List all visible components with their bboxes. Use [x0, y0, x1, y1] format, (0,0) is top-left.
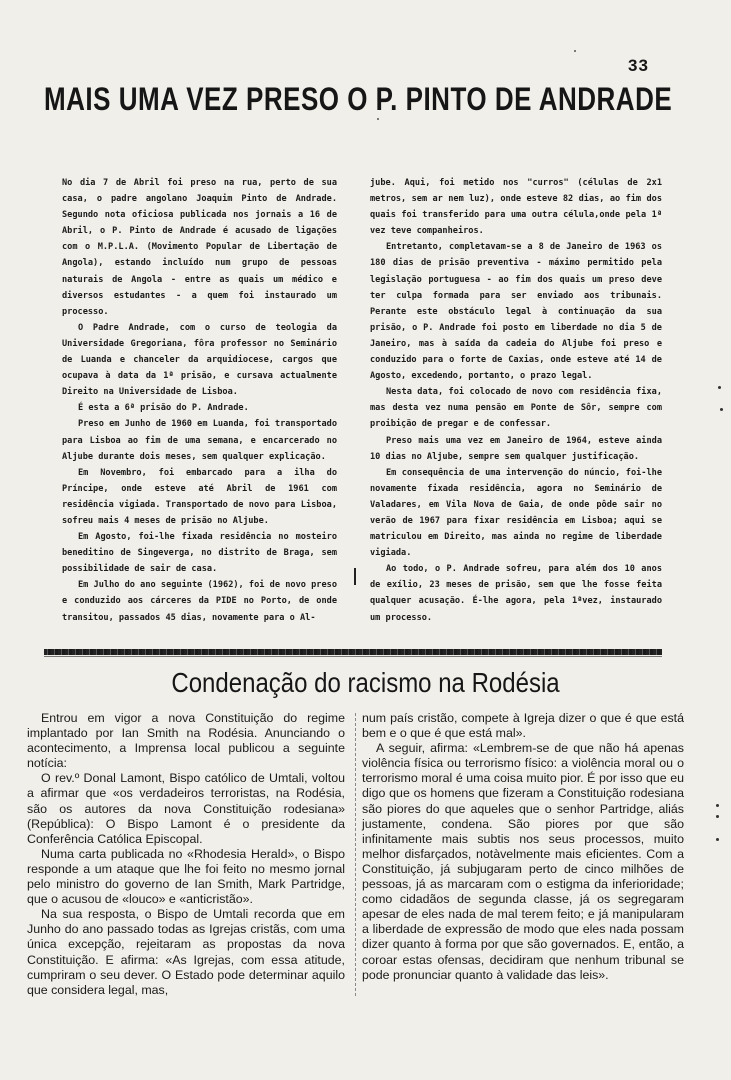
- paragraph: Entrou em vigor a nova Constituição do regime implantado por Ian Smith na Rodésia. Anunciando o acontecimento, a Imprensa local publicou a seguinte notícia:: [27, 711, 345, 771]
- scan-speck: [377, 118, 379, 120]
- paragraph: Em Julho do ano seguinte (1962), foi de novo preso e conduzido aos cárceres da PIDE no Porto, de onde transitou, passados 45 dias, novamente para o Al-: [62, 580, 337, 623]
- article1-right-column: [370, 175, 662, 626]
- column-rule: [355, 713, 356, 996]
- paragraph: Numa carta publicada no «Rhodesia Herald», o Bispo responde a um ataque que lhe foi feito no mesmo jornal pelo ministro do governo de Ian Smith, Mark Partridge, que o acusou de «louco» e «anticristão».: [27, 846, 345, 907]
- article2-left-column: [27, 711, 345, 998]
- paragraph: No dia 7 de Abril foi preso na rua, perto de sua casa, o padre angolano Joaquim Pinto de Andrade. Segundo nota oficiosa publicada nos jornais a 16 de Abril, o P. Pinto de Andrade é acusado de ligações com o M.P.L.A. (Movimento Popular de Libertação de Angola), estando incluído num grupo de pessoas naturais de Angola - entre as quais um médico e diversos estudantes - a quem foi instaurado um processo.: [62, 178, 337, 317]
- paragraph: Ao todo, o P. Andrade sofreu, para além dos 10 anos de exílio, 23 meses de prisão, sem que lhe fosse feita qualquer acusação. É-lhe agora, pela 1ªvez, instaurado um processo.: [370, 564, 662, 623]
- margin-bar: [354, 568, 356, 585]
- paragraph: Preso em Junho de 1960 em Luanda, foi transportado para Lisboa ao fim de uma semana, e encarcerado no Aljube durante dois meses, sem qualquer explicação.: [62, 419, 337, 462]
- headline: MAIS UMA VEZ PRESO O P. PINTO DE ANDRADE: [44, 80, 673, 118]
- paragraph: Preso mais uma vez em Janeiro de 1964, esteve ainda 10 dias no Aljube, sempre sem qualquer justificação.: [370, 435, 662, 462]
- paragraph: Em Agosto, foi-lhe fixada residência no mosteiro beneditino de Singeverga, no distrito de Braga, sem possibilidade de sair de casa.: [62, 532, 337, 575]
- paragraph: É esta a 6ª prisão do P. Andrade.: [78, 403, 249, 414]
- section-title: Condenação do racismo na Rodésia: [171, 668, 560, 700]
- paragraph: O rev.º Donal Lamont, Bispo católico de Umtali, voltou a afirmar que «os verdadeiros terroristas, na Rodésia, são os autores da nova Constituição rodesiana» (República): O Bispo Lamont é o presidente da Conferência Católica Episcopal.: [27, 771, 345, 846]
- margin-mark: [718, 386, 721, 389]
- margin-mark: [720, 408, 723, 411]
- paragraph: A seguir, afirma: «Lembrem-se de que não há apenas violência física ou terrorismo físico: a violência moral ou o terrorismo moral é uma coisa muito pior. É por isso que eu digo que os homens que fizeram a Constituição rodesiana são piores do que aqueles que o senhor Partridge, aliás justamente, condena. São piores por que são infinitamente mais subtis nos seus processos, muito melhor disfarçados, notàvelmente mais eficientes. Com a Constituição, já subjugaram perto de cinco milhões de pessoas, já as marcaram com o estigma da inferioridade; como cidadãos de segunda classe, já os segregaram apesar de eles nada de mal terem feito; e já manipularam a liberdade de expressão de modo que eles nada possam dizer quanto à forma por que são governados. E, então, a coroar estas ofensas, decidiram que nenhum tribunal se pode pronunciar quanto à validade das leis».: [362, 741, 684, 982]
- paragraph: Entretanto, completavam-se a 8 de Janeiro de 1963 os 180 dias de prisão preventiva - máximo permitido pela legislação portuguesa - ao fim dos quais um preso deve ter culpa formada para ser enviado aos tribunais. Perante este obstáculo legal à continuação da sua prisão, o P. Andrade foi posto em liberdade no dia 5 de Janeiro, mas à saída da cadeia do Aljube foi preso e conduzido para o forte de Caxias, onde esteve até 14 de Agosto, excedendo, portanto, o prazo legal.: [370, 242, 662, 382]
- article1-left-column: [62, 175, 337, 626]
- page-number: 33: [628, 56, 649, 75]
- paragraph: Em consequência de uma intervenção do núncio, foi-lhe novamente fixada residência, agora no Seminário de Valadares, em Vila Nova de Gaia, de onde pôde sair no verão de 1967 para fixar residência em Lisboa; aqui se matriculou em Direito, mas ainda no regime de liberdade vigiada.: [370, 467, 662, 559]
- margin-mark: [716, 838, 719, 841]
- paragraph: Na sua resposta, o Bispo de Umtali recorda que em Junho do ano passado todas as Igrejas cristãs, com uma única excepção, rejeitaram as propostas da nova Constituição. E afirma: «As Igrejas, com essa atitude, cumpriram o seu dever. O Estado pode determinar aquilo que considera legal, mas,: [27, 907, 345, 997]
- paragraph: Nesta data, foi colocado de novo com residência fixa, mas desta vez numa pensão em Ponte de Sôr, sempre com proibição de pregar e de confessar.: [370, 387, 662, 430]
- paragraph: O Padre Andrade, com o curso de teologia da Universidade Gregoriana, fôra professor no Seminário de Luanda e chanceler da arquidiocese, cargos que ocupava à data da 1ª prisão, e cursava actualmente Direito na Universidade de Lisboa.: [62, 322, 337, 398]
- section-divider-line: [44, 656, 662, 657]
- paragraph: Em Novembro, foi embarcado para a ilha do Príncipe, onde esteve até Abril de 1961 com residência vigiada. Transportado de novo para Lisboa, sofreu mais 4 meses de prisão no Aljube.: [62, 467, 337, 526]
- margin-mark: [716, 815, 719, 818]
- scan-speck: [574, 50, 576, 52]
- paragraph: num país cristão, compete à Igreja dizer o que é que está bem e o que é que está mal».: [362, 711, 684, 741]
- article2-right-column: [362, 711, 684, 983]
- paragraph: jube. Aqui, foi metido nos "curros" (células de 2x1 metros, sem ar nem luz), onde esteve 82 dias, ao fim dos quais foi transferido para uma outra célula,onde pela 1ª vez teve companheiros.: [370, 178, 662, 237]
- section-divider: [44, 649, 662, 655]
- margin-mark: [716, 804, 719, 807]
